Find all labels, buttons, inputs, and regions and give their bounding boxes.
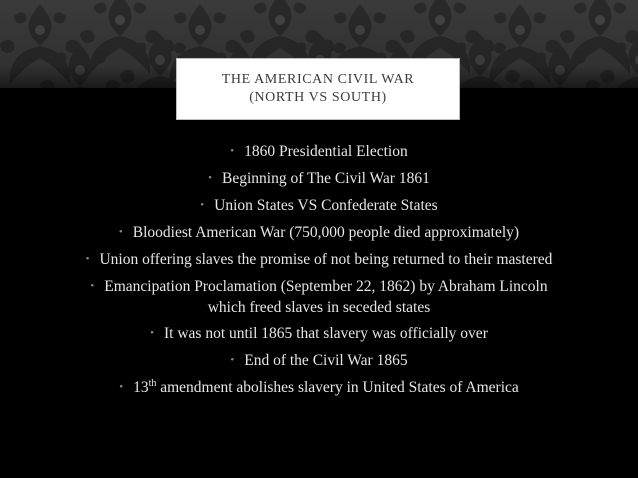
bullet-item — [0, 277, 638, 318]
bullet-text: Union States VS Confederate States — [214, 197, 438, 214]
slide-title: THE AMERICAN CIVIL WAR — [221, 72, 415, 87]
slide-subtitle: (NORTH VS SOUTH) — [249, 90, 387, 105]
bullet-item — [0, 223, 638, 244]
bullet-list — [0, 142, 638, 405]
title-box — [176, 58, 460, 120]
bullet-text-continuation: which freed slaves in seceded states — [207, 299, 431, 316]
bullet-item — [0, 351, 638, 372]
bullet-dot-icon: • — [208, 172, 212, 184]
bullet-item — [0, 378, 638, 399]
bullet-dot-icon: • — [230, 145, 235, 157]
bullet-text: Beginning of The Civil War 1861 — [222, 170, 430, 187]
bullet-dot-icon: • — [118, 226, 123, 238]
bullet-item — [0, 250, 638, 271]
bullet-dot-icon: • — [200, 199, 205, 211]
bullet-item — [0, 196, 638, 217]
bullet-item — [0, 169, 638, 190]
bullet-number: 13 — [133, 379, 149, 396]
bullet-text: amendment abolishes slavery in United States of America — [156, 379, 519, 396]
bullet-dot-icon: • — [119, 381, 124, 393]
bullet-item — [0, 142, 638, 163]
bullet-text: Union offering slaves the promise of not being returned to their mastered — [99, 251, 553, 268]
bullet-item — [0, 324, 638, 345]
bullet-text: Bloodiest American War (750,000 people died approximately) — [132, 224, 520, 241]
bullet-dot-icon: • — [150, 327, 154, 339]
bullet-text: 1860 Presidential Election — [244, 143, 408, 160]
bullet-text: Emancipation Proclamation (September 22, 1862) by Abraham Lincoln — [104, 278, 548, 295]
bullet-ordinal-suffix: th — [148, 377, 157, 389]
bullet-dot-icon: • — [85, 253, 90, 265]
bullet-text: End of the Civil War 1865 — [244, 352, 408, 369]
bullet-dot-icon: • — [230, 354, 235, 366]
bullet-dot-icon: • — [90, 280, 95, 292]
bullet-text: It was not until 1865 that slavery was officially over — [164, 325, 488, 342]
